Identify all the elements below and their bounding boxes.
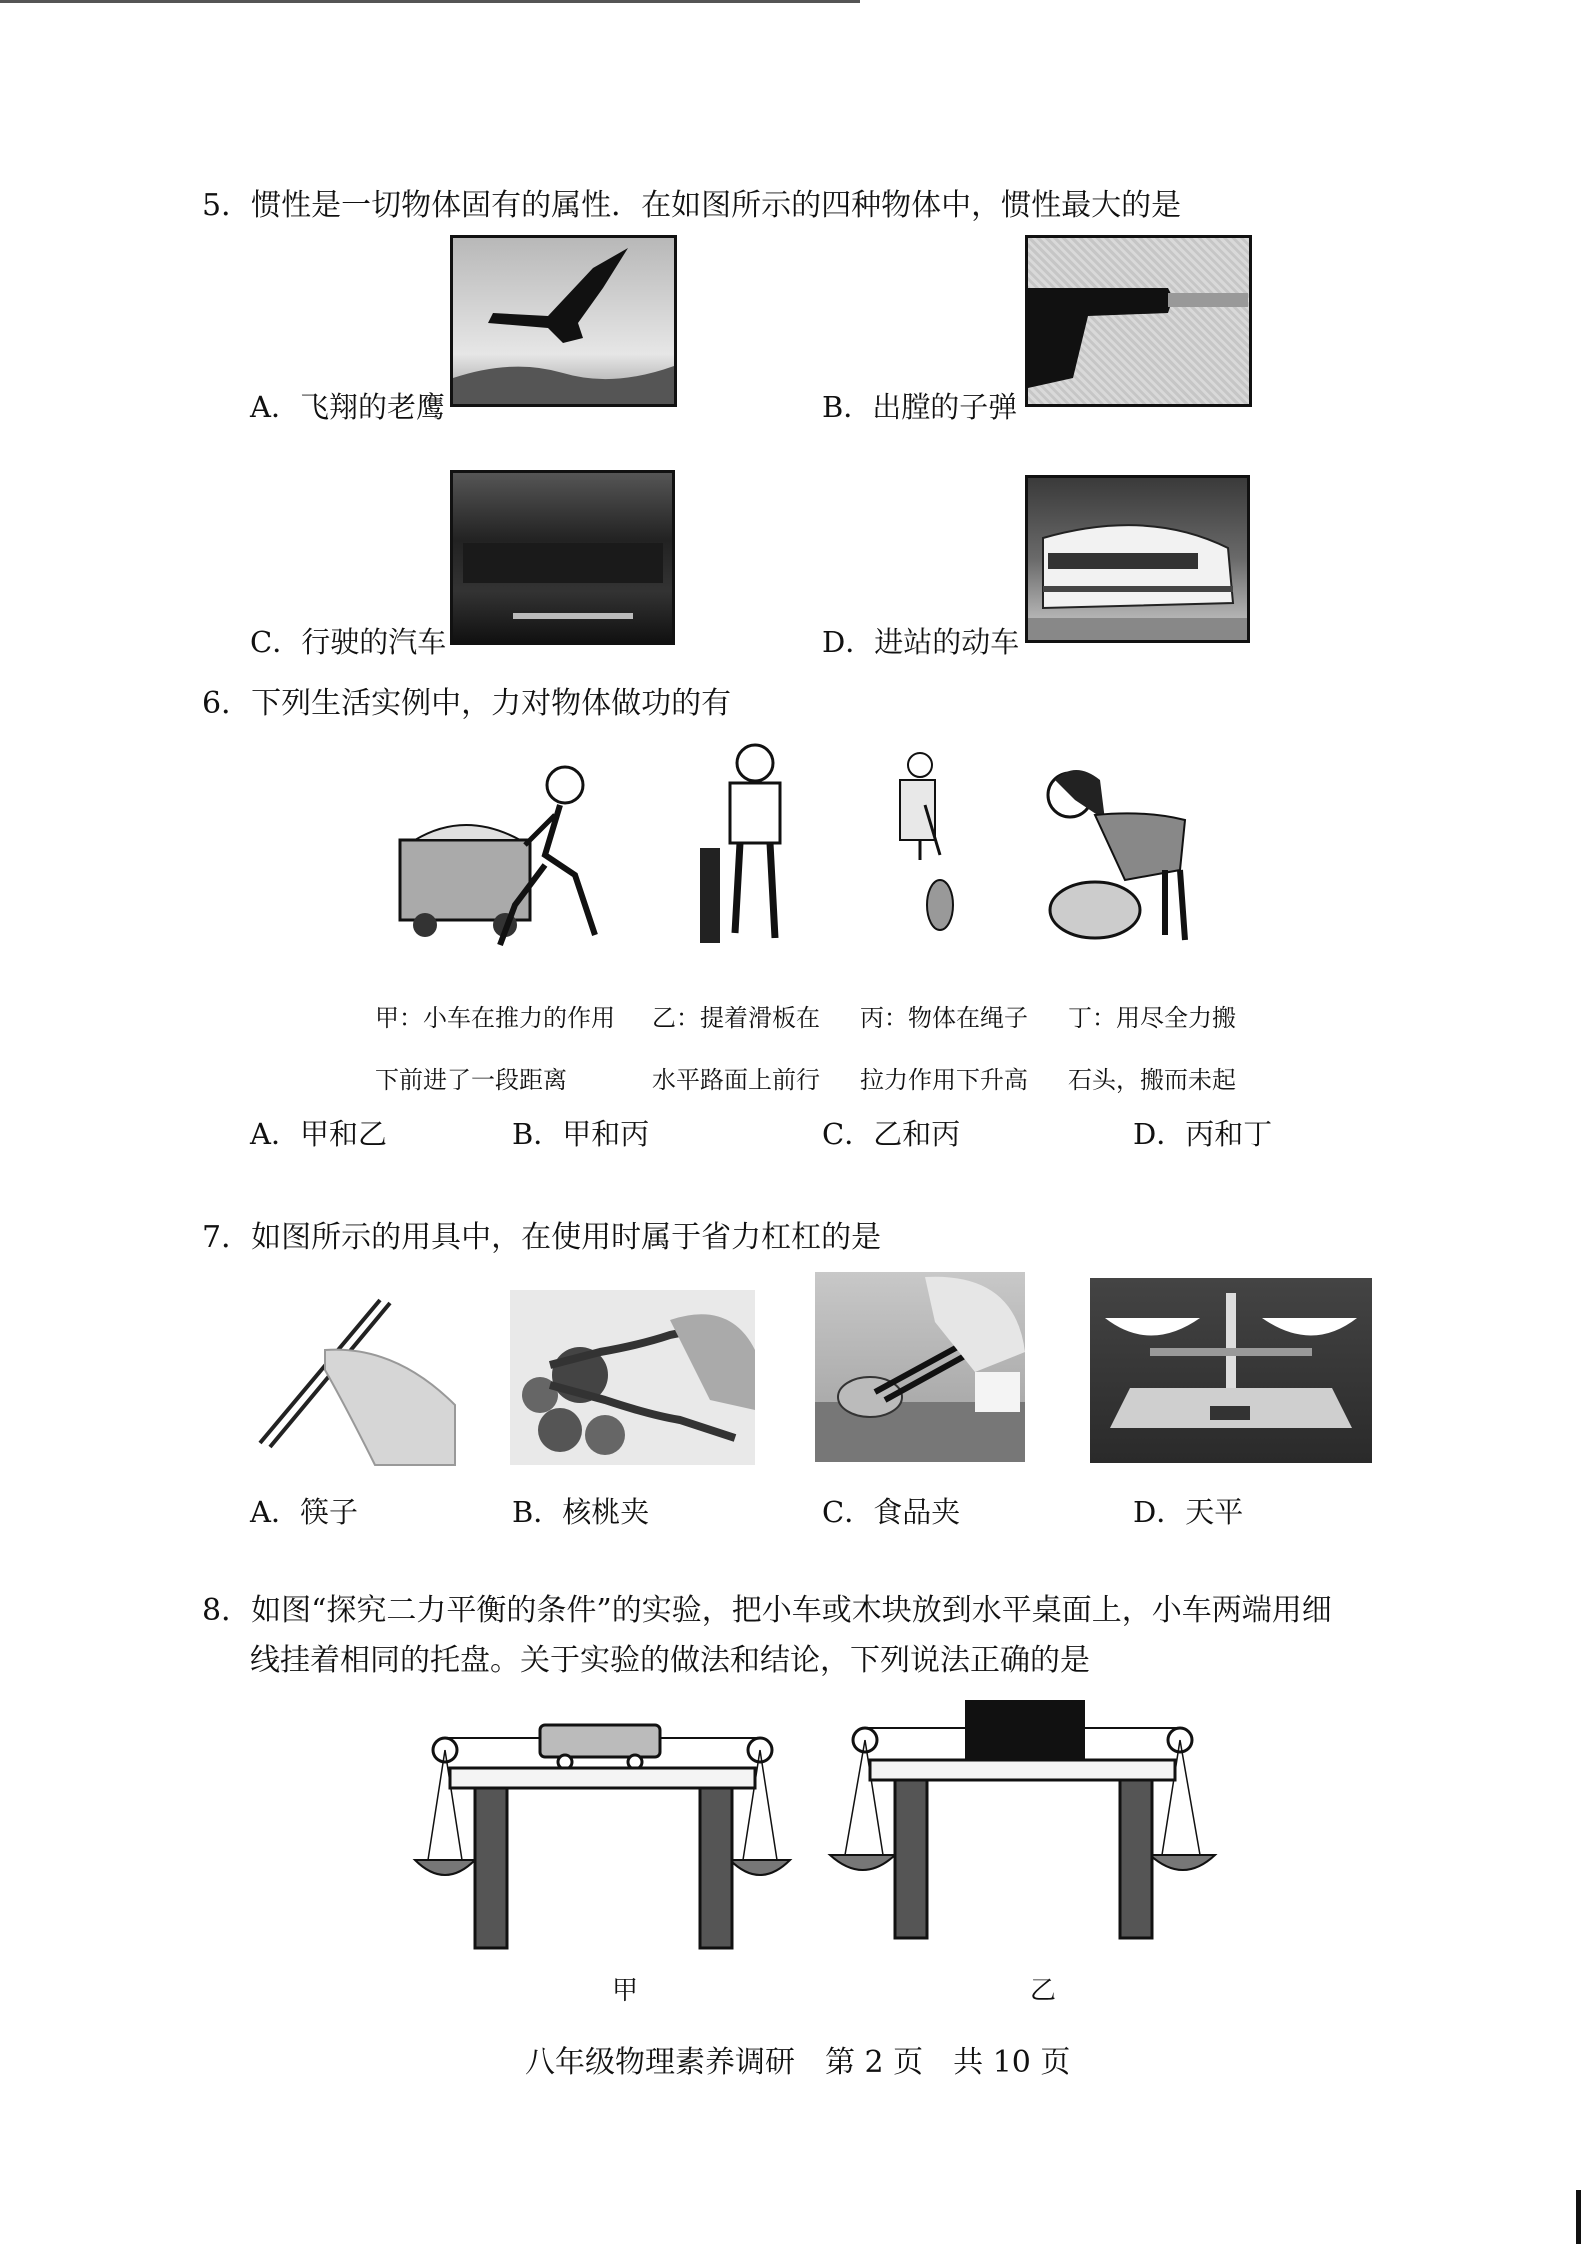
q6-option-b: B．甲和丙: [512, 1117, 650, 1151]
q7-stem: 7．如图所示的用具中，在使用时属于省力杠杠的是: [202, 1220, 882, 1255]
q6-option-a: A．甲和乙: [250, 1117, 387, 1151]
q6-caption-jia-line2: 下前进了一段距离: [375, 1066, 567, 1094]
q7-option-a: A．筷子: [250, 1495, 358, 1529]
q6-option-c: C．乙和丙: [822, 1117, 961, 1151]
rope-lifting-illustration: [880, 745, 970, 940]
food-tongs-photo: [815, 1272, 1025, 1462]
q5-option-b-label: B．出膛的子弹: [822, 390, 1018, 424]
q5-option-c-label: C．行驶的汽车: [250, 625, 447, 659]
eagle-photo: [450, 235, 677, 407]
lifting-rock-illustration: [1015, 760, 1205, 950]
page-footer: 八年级物理素养调研 第 2 页 共 10 页: [525, 2045, 1071, 2080]
nutcracker-photo: [510, 1290, 755, 1465]
scan-top-edge: [0, 0, 860, 3]
q5-stem: 5．惯性是一切物体固有的属性．在如图所示的四种物体中，惯性最大的是: [202, 188, 1182, 223]
car-photo: [450, 470, 675, 645]
q6-caption-jia-line1: 甲：小车在推力的作用: [375, 1004, 615, 1032]
q6-caption-bing-line2: 拉力作用下升高: [860, 1066, 1028, 1094]
q8-figure-label-jia: 甲: [612, 1976, 639, 2006]
q5-option-d-label: D．进站的动车: [822, 625, 1020, 659]
q5-option-a-label: A．飞翔的老鹰: [250, 390, 445, 424]
q6-caption-yi-line1: 乙：提着滑板在: [652, 1004, 820, 1032]
train-photo: [1025, 475, 1250, 643]
balance-scale-photo: [1090, 1278, 1372, 1463]
q8-stem-line1: 8．如图“探究二力平衡的条件”的实验，把小车或木块放到水平桌面上，小车两端用细: [202, 1593, 1332, 1628]
q7-option-b: B．核桃夹: [512, 1495, 650, 1529]
q8-stem-line2: 线挂着相同的托盘。关于实验的做法和结论，下列说法正确的是: [250, 1643, 1090, 1678]
cart-table-diagram: [410, 1710, 795, 1950]
q8-figure-label-yi: 乙: [1030, 1976, 1057, 2006]
pushing-cart-illustration: [395, 755, 665, 950]
q6-caption-bing-line1: 丙：物体在绳子: [860, 1004, 1028, 1032]
bullet-gun-photo: [1025, 235, 1252, 407]
q7-option-d: D．天平: [1133, 1495, 1244, 1529]
scan-right-edge: [1576, 2190, 1581, 2244]
q6-caption-yi-line2: 水平路面上前行: [652, 1066, 820, 1094]
q6-caption-ding-line1: 丁：用尽全力搬: [1068, 1004, 1236, 1032]
chopsticks-photo: [255, 1295, 465, 1470]
q6-caption-ding-line2: 石头，搬而未起: [1068, 1066, 1236, 1094]
skateboard-boy-illustration: [700, 738, 810, 953]
q7-option-c: C．食品夹: [822, 1495, 961, 1529]
q6-stem: 6．下列生活实例中，力对物体做功的有: [202, 686, 732, 721]
q6-option-d: D．丙和丁: [1133, 1117, 1273, 1151]
block-table-diagram: [825, 1690, 1220, 1940]
